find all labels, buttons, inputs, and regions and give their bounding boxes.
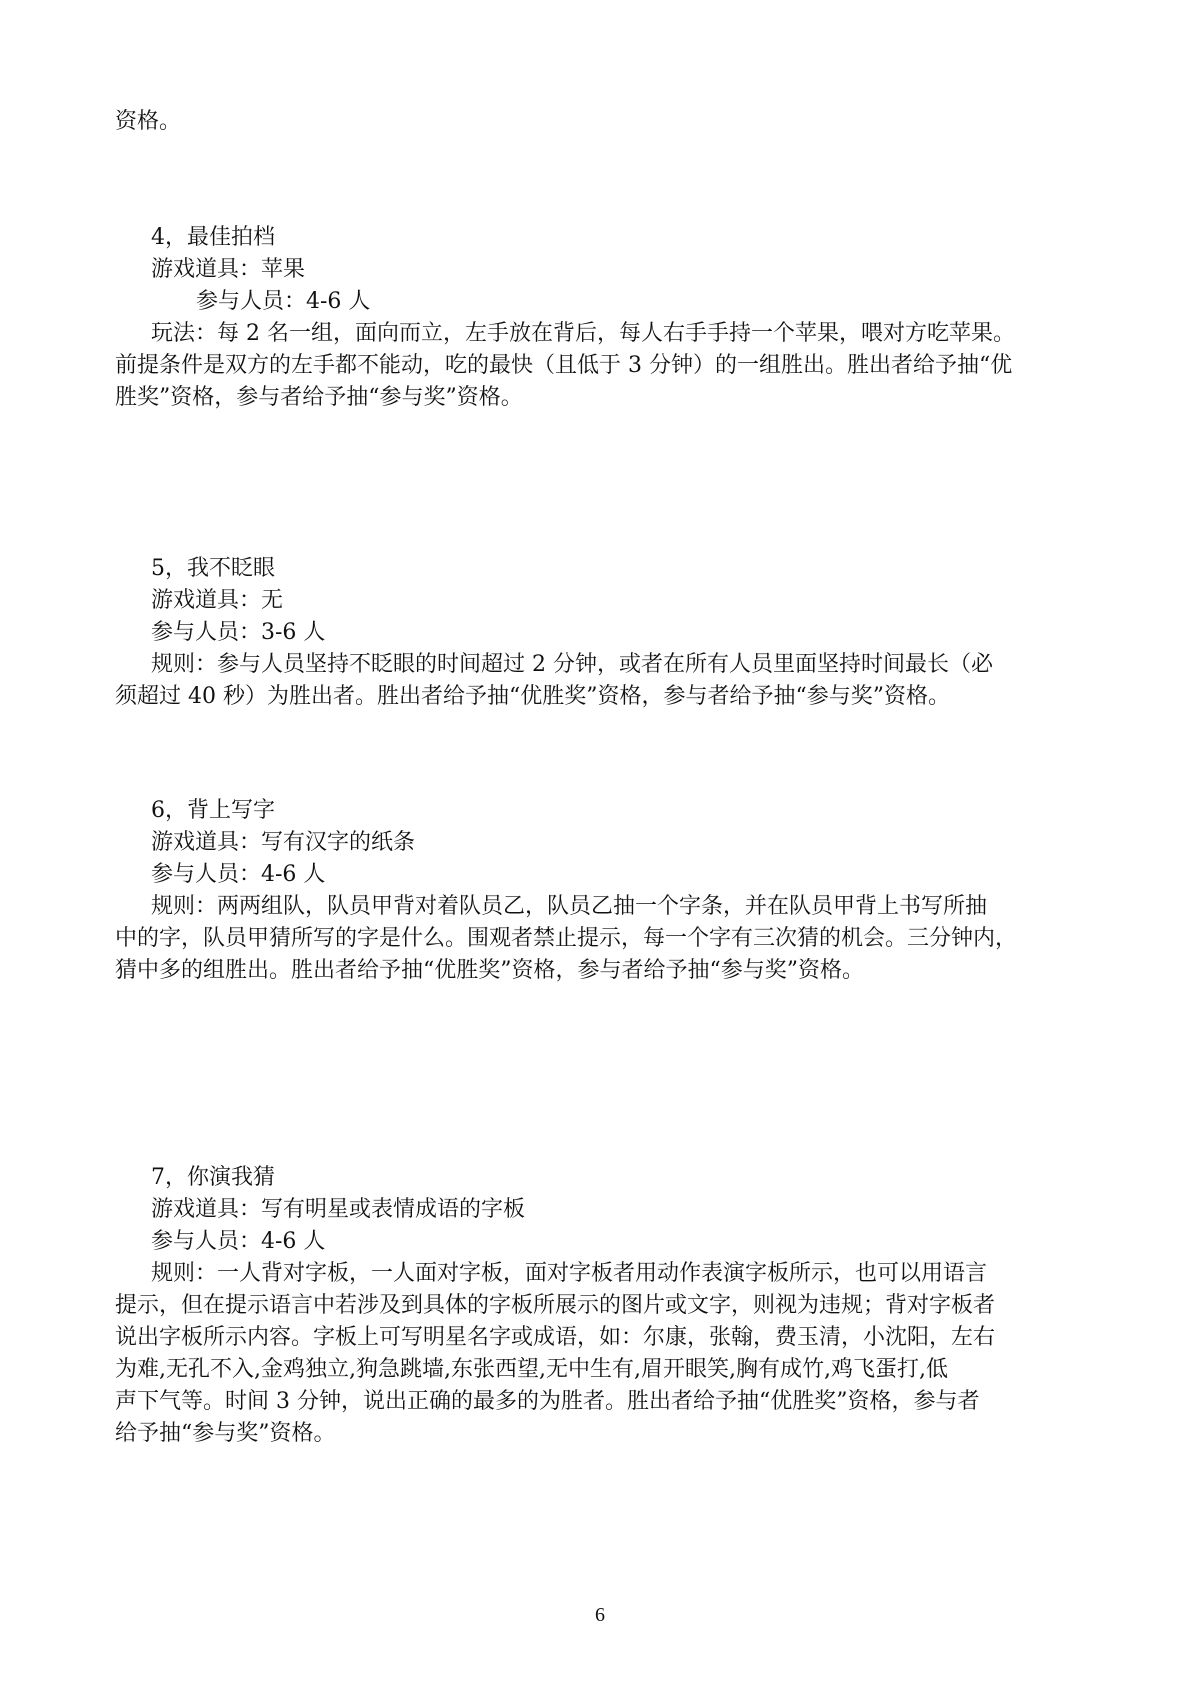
game-6-title: 6，背上写字 xyxy=(151,798,275,823)
game-6-rule-line: 中的字，队员甲猜所写的字是什么。围观者禁止提示，每一个字有三次猜的机会。三分钟内， xyxy=(115,926,1018,951)
game-7-rule-line: 声下气等。时间 3 分钟，说出正确的最多的为胜者。胜出者给予抽“优胜奖”资格，参与者 xyxy=(115,1389,980,1414)
page-number: 6 xyxy=(595,1604,605,1626)
game-7-rule-line: 提示，但在提示语言中若涉及到具体的字板所展示的图片或文字，则视为违规；背对字板者 xyxy=(115,1293,996,1318)
continuation-text: 资格。 xyxy=(115,109,182,134)
game-7-rule-line: 说出字板所示内容。字板上可写明星名字或成语，如：尔康，张翰，费玉清，小沈阳，左右 xyxy=(115,1325,996,1350)
game-7-props: 游戏道具：写有明星或表情成语的字板 xyxy=(151,1197,526,1222)
game-7-rule-line: 给予抽“参与奖”资格。 xyxy=(115,1421,336,1446)
game-4-rule-line: 前提条件是双方的左手都不能动，吃的最快（且低于 3 分钟）的一组胜出。胜出者给予抽“优 xyxy=(115,353,1013,378)
game-5-rule-line: 须超过 40 秒）为胜出者。胜出者给予抽“优胜奖”资格，参与者给予抽“参与奖”资格。 xyxy=(115,684,950,709)
game-4-title: 4，最佳拍档 xyxy=(151,225,275,250)
game-5-rule-line: 规则：参与人员坚持不眨眼的时间超过 2 分钟，或者在所有人员里面坚持时间最长（必 xyxy=(151,652,993,677)
game-7-people: 参与人员：4-6 人 xyxy=(151,1229,326,1254)
game-6-rule-line: 猜中多的组胜出。胜出者给予抽“优胜奖”资格，参与者给予抽“参与奖”资格。 xyxy=(115,958,864,983)
game-7-rule-line: 规则：一人背对字板，一人面对字板，面对字板者用动作表演字板所示，也可以用语言 xyxy=(151,1261,988,1286)
game-4-people: 参与人员：4-6 人 xyxy=(196,289,371,314)
game-4-props: 游戏道具：苹果 xyxy=(151,257,306,282)
game-5-people: 参与人员：3-6 人 xyxy=(151,620,326,645)
game-4-rule-line: 胜奖”资格，参与者给予抽“参与奖”资格。 xyxy=(115,385,523,410)
game-5-title: 5，我不眨眼 xyxy=(151,556,275,581)
game-7-rule-line: 为难,无孔不入,金鸡独立,狗急跳墙,东张西望,无中生有,眉开眼笑,胸有成竹,鸡飞蛋打,低 xyxy=(115,1357,948,1382)
game-7-title: 7，你演我猜 xyxy=(151,1165,275,1190)
game-6-rule-line: 规则：两两组队，队员甲背对着队员乙，队员乙抽一个字条，并在队员甲背上书写所抽 xyxy=(151,894,988,919)
game-6-props: 游戏道具：写有汉字的纸条 xyxy=(151,830,416,855)
game-4-rule-line: 玩法：每 2 名一组，面向而立，左手放在背后，每人右手手持一个苹果，喂对方吃苹果。 xyxy=(151,321,1015,346)
game-6-people: 参与人员：4-6 人 xyxy=(151,862,326,887)
game-5-props: 游戏道具：无 xyxy=(151,588,284,613)
